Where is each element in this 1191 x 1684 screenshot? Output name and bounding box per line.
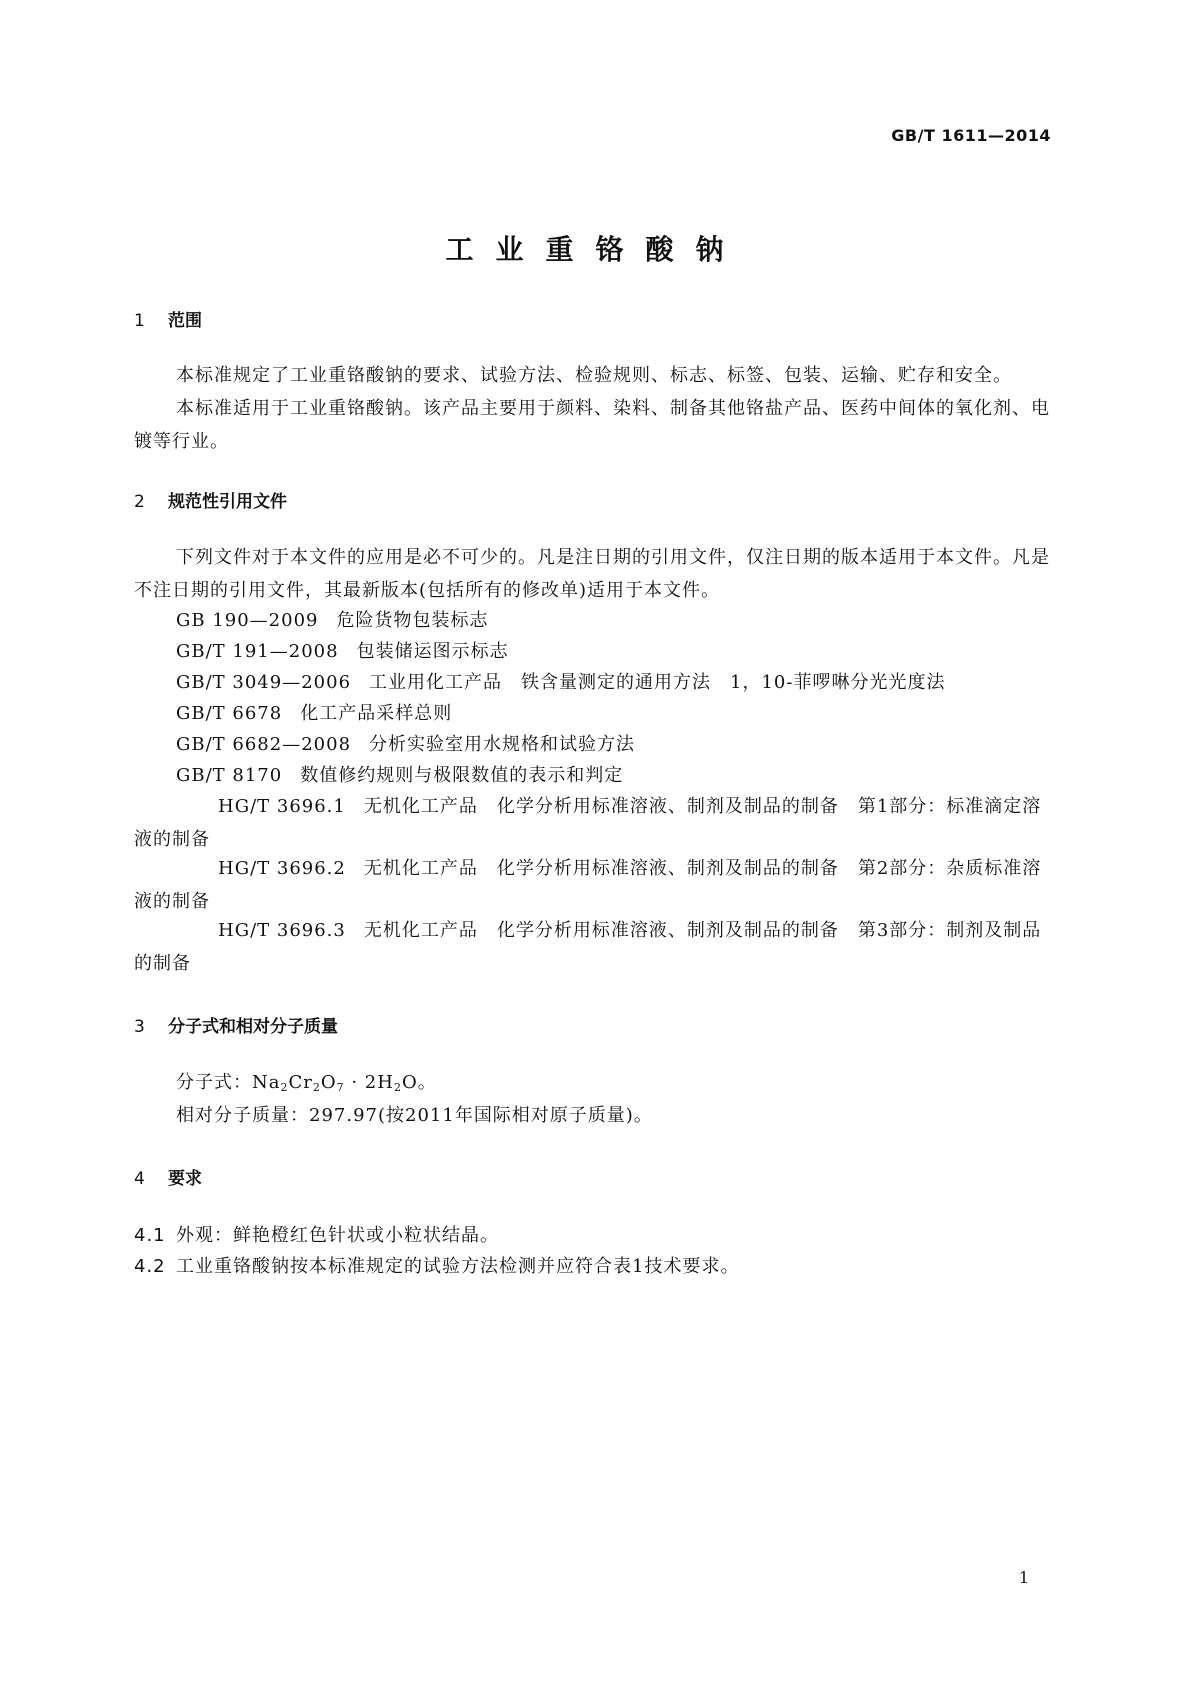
reference-item: [176, 728, 1054, 761]
reference-code: GB/T 6682—2008: [176, 734, 352, 755]
molecular-mass-line: 相对分子质量：297.97(按2011年国际相对原子质量)。: [176, 1105, 653, 1126]
formula-label: 分子式：: [176, 1072, 252, 1093]
reference-title: 数值修约规则与极限数值的表示和判定: [300, 765, 624, 786]
section-heading-scope: [134, 306, 202, 331]
section-title: 范围: [168, 311, 202, 331]
reference-title: 无机化工产品 化学分析用标准溶液、制剂及制品的制备 第1部分：标准滴定溶液的制备: [134, 796, 1042, 850]
section-number: 1: [134, 311, 145, 331]
reference-title: 工业用化工产品 铁含量测定的通用方法 1，10-菲啰啉分光光度法: [369, 672, 946, 693]
reference-item: [134, 790, 1054, 856]
section-heading-requirements: [134, 1164, 202, 1189]
clause-text: 外观：鲜艳橙红色针状或小粒状结晶。: [176, 1225, 499, 1246]
section-number: 2: [134, 492, 145, 512]
reference-code: HG/T 3696.3: [218, 920, 346, 941]
reference-item: [176, 759, 1054, 792]
reference-code: GB/T 8170: [176, 765, 283, 786]
page-number: 1: [1018, 1568, 1029, 1587]
section-title: 要求: [168, 1169, 202, 1189]
reference-item: [176, 697, 1054, 730]
scope-paragraph-2: 本标准适用于工业重铬酸钠。该产品主要用于颜料、染料、制备其他铬盐产品、医药中间体的氧化剂、电镀等行业。: [134, 398, 1050, 452]
reference-code: GB/T 3049—2006: [176, 672, 352, 693]
refs-intro-paragraph: 下列文件对于本文件的应用是必不可少的。凡是注日期的引用文件，仅注日期的版本适用于本文件。凡是不注日期的引用文件，其最新版本(包括所有的修改单)适用于本文件。: [134, 547, 1050, 601]
reference-code: HG/T 3696.1: [218, 796, 346, 817]
reference-code: GB/T 191—2008: [176, 641, 339, 662]
reference-title: 无机化工产品 化学分析用标准溶液、制剂及制品的制备 第3部分：制剂及制品的制备: [134, 920, 1042, 974]
standard-code: GB/T 1611—2014: [891, 126, 1051, 145]
formula-text: $Na_2Cr_2O_7 \cdot 2H_2O$。: [252, 1072, 437, 1094]
clause-number: 4.2: [134, 1256, 166, 1277]
clause-text: 工业重铬酸钠按本标准规定的试验方法检测并应符合表1技术要求。: [176, 1256, 740, 1277]
reference-title: 化工产品采样总则: [300, 703, 453, 724]
section-number: 3: [134, 1017, 145, 1037]
clause-number: 4.1: [134, 1225, 166, 1246]
reference-item: [134, 914, 1054, 980]
section-title: 分子式和相对分子质量: [168, 1017, 338, 1037]
reference-title: 包装储运图示标志: [356, 641, 509, 662]
reference-item: [134, 852, 1054, 918]
clause-4-2: [134, 1250, 1054, 1283]
reference-title: 分析实验室用水规格和试验方法: [369, 734, 636, 755]
scope-paragraph-1: 本标准规定了工业重铬酸钠的要求、试验方法、检验规则、标志、标签、包装、运输、贮存和安全。: [176, 365, 1012, 386]
section-number: 4: [134, 1169, 145, 1189]
clause-4-1: [134, 1219, 1054, 1252]
reference-title: 危险货物包装标志: [336, 610, 489, 631]
reference-code: GB/T 6678: [176, 703, 283, 724]
reference-item: [176, 635, 1054, 668]
reference-code: GB 190—2009: [176, 610, 319, 631]
reference-title: 无机化工产品 化学分析用标准溶液、制剂及制品的制备 第2部分：杂质标准溶液的制备: [134, 858, 1042, 912]
reference-item: [176, 604, 1054, 637]
reference-code: HG/T 3696.2: [218, 858, 346, 879]
reference-item: [176, 666, 1054, 699]
section-heading-formula: [134, 1012, 338, 1037]
section-heading-normative-refs: [134, 487, 287, 512]
section-title: 规范性引用文件: [168, 492, 287, 512]
document-title: 工业重铬酸钠: [445, 233, 746, 266]
